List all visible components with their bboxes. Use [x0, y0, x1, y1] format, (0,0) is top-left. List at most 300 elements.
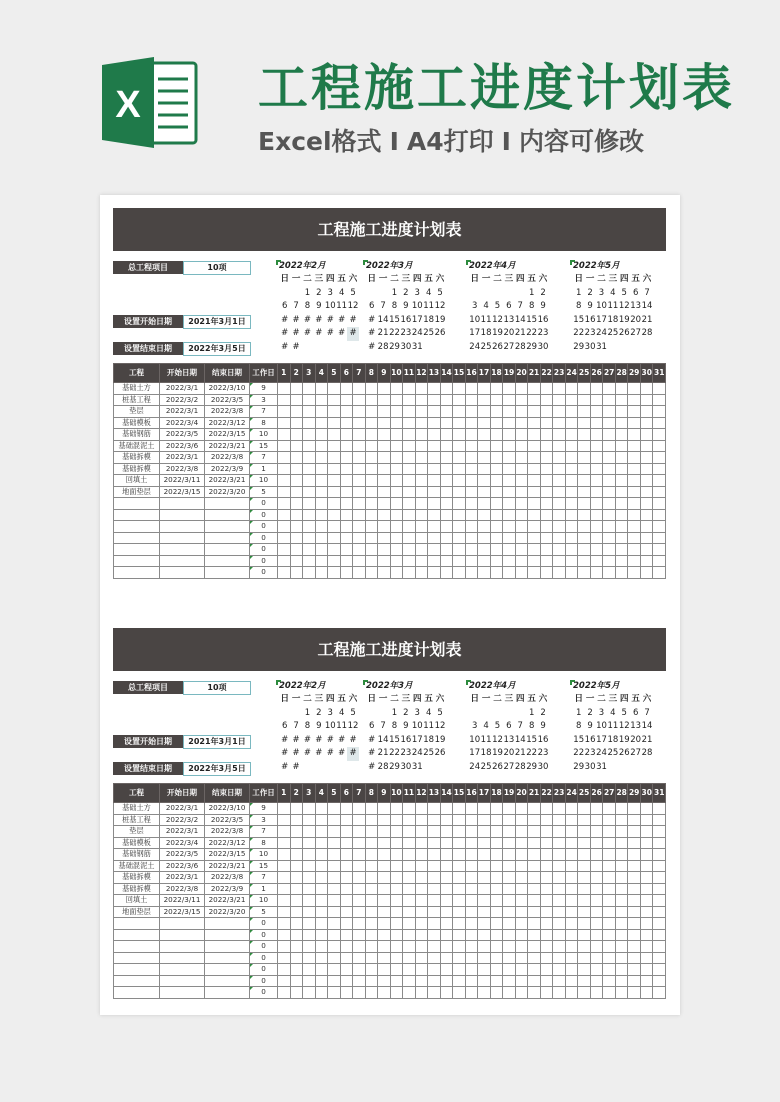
gantt-cell[interactable] [478, 803, 491, 815]
gantt-cell[interactable] [615, 509, 628, 521]
gantt-cell[interactable] [440, 987, 453, 999]
gantt-cell[interactable] [515, 849, 528, 861]
gantt-cell[interactable] [315, 814, 328, 826]
gantt-cell[interactable] [565, 486, 578, 498]
gantt-cell[interactable] [290, 406, 303, 418]
gantt-cell[interactable] [490, 895, 503, 907]
gantt-cell[interactable] [540, 826, 553, 838]
gantt-cell[interactable] [465, 975, 478, 987]
gantt-cell[interactable] [453, 383, 466, 395]
gantt-cell[interactable] [340, 521, 353, 533]
gantt-cell[interactable] [365, 952, 378, 964]
gantt-cell[interactable] [490, 814, 503, 826]
table-cell[interactable]: 0 [250, 498, 278, 510]
gantt-cell[interactable] [628, 803, 641, 815]
gantt-cell[interactable] [490, 394, 503, 406]
table-cell[interactable] [114, 555, 160, 567]
table-cell[interactable]: 10 [250, 895, 278, 907]
gantt-cell[interactable] [303, 906, 316, 918]
gantt-cell[interactable] [590, 452, 603, 464]
gantt-cell[interactable] [278, 452, 291, 464]
gantt-cell[interactable] [528, 417, 541, 429]
gantt-cell[interactable] [465, 486, 478, 498]
gantt-cell[interactable] [428, 486, 441, 498]
gantt-cell[interactable] [378, 406, 391, 418]
table-cell[interactable] [205, 975, 250, 987]
table-cell[interactable]: 8 [250, 837, 278, 849]
table-cell[interactable]: 0 [250, 509, 278, 521]
gantt-cell[interactable] [290, 486, 303, 498]
table-cell[interactable] [114, 567, 160, 579]
gantt-cell[interactable] [428, 452, 441, 464]
gantt-cell[interactable] [490, 475, 503, 487]
gantt-cell[interactable] [653, 486, 666, 498]
table-cell[interactable]: 2022/3/20 [205, 906, 250, 918]
gantt-cell[interactable] [478, 964, 491, 976]
table-cell[interactable]: 2022/3/4 [160, 837, 205, 849]
gantt-cell[interactable] [490, 463, 503, 475]
gantt-cell[interactable] [415, 532, 428, 544]
gantt-cell[interactable] [578, 883, 591, 895]
gantt-cell[interactable] [528, 895, 541, 907]
table-cell[interactable]: 2022/3/21 [205, 475, 250, 487]
table-cell[interactable] [205, 544, 250, 556]
gantt-cell[interactable] [628, 872, 641, 884]
gantt-cell[interactable] [603, 964, 616, 976]
gantt-cell[interactable] [453, 872, 466, 884]
gantt-cell[interactable] [440, 521, 453, 533]
gantt-cell[interactable] [403, 895, 416, 907]
gantt-cell[interactable] [303, 826, 316, 838]
gantt-cell[interactable] [315, 406, 328, 418]
gantt-cell[interactable] [553, 429, 566, 441]
gantt-cell[interactable] [503, 883, 516, 895]
gantt-cell[interactable] [478, 872, 491, 884]
gantt-cell[interactable] [290, 463, 303, 475]
gantt-cell[interactable] [478, 452, 491, 464]
gantt-cell[interactable] [540, 964, 553, 976]
gantt-cell[interactable] [653, 952, 666, 964]
table-cell[interactable]: 3 [250, 814, 278, 826]
gantt-cell[interactable] [503, 475, 516, 487]
gantt-cell[interactable] [653, 463, 666, 475]
gantt-cell[interactable] [490, 826, 503, 838]
gantt-cell[interactable] [403, 837, 416, 849]
gantt-cell[interactable] [353, 918, 366, 930]
gantt-cell[interactable] [353, 406, 366, 418]
table-cell[interactable]: 0 [250, 929, 278, 941]
gantt-cell[interactable] [640, 567, 653, 579]
gantt-cell[interactable] [615, 803, 628, 815]
gantt-cell[interactable] [328, 987, 341, 999]
gantt-cell[interactable] [428, 521, 441, 533]
table-cell[interactable]: 2022/3/5 [160, 429, 205, 441]
gantt-cell[interactable] [290, 952, 303, 964]
gantt-cell[interactable] [640, 486, 653, 498]
gantt-cell[interactable] [528, 406, 541, 418]
gantt-cell[interactable] [565, 429, 578, 441]
gantt-cell[interactable] [378, 429, 391, 441]
gantt-cell[interactable] [390, 486, 403, 498]
gantt-cell[interactable] [290, 941, 303, 953]
gantt-cell[interactable] [440, 394, 453, 406]
table-cell[interactable]: 2022/3/1 [160, 803, 205, 815]
gantt-cell[interactable] [315, 440, 328, 452]
gantt-cell[interactable] [590, 475, 603, 487]
gantt-cell[interactable] [278, 803, 291, 815]
gantt-cell[interactable] [565, 532, 578, 544]
gantt-cell[interactable] [578, 406, 591, 418]
gantt-cell[interactable] [603, 486, 616, 498]
gantt-cell[interactable] [315, 883, 328, 895]
gantt-cell[interactable] [578, 906, 591, 918]
gantt-cell[interactable] [565, 394, 578, 406]
gantt-cell[interactable] [290, 429, 303, 441]
gantt-cell[interactable] [353, 486, 366, 498]
gantt-cell[interactable] [415, 860, 428, 872]
gantt-cell[interactable] [378, 394, 391, 406]
gantt-cell[interactable] [365, 895, 378, 907]
gantt-cell[interactable] [628, 417, 641, 429]
gantt-cell[interactable] [653, 394, 666, 406]
gantt-cell[interactable] [628, 463, 641, 475]
gantt-cell[interactable] [353, 429, 366, 441]
gantt-cell[interactable] [365, 452, 378, 464]
gantt-cell[interactable] [653, 918, 666, 930]
gantt-cell[interactable] [353, 987, 366, 999]
gantt-cell[interactable] [315, 463, 328, 475]
gantt-cell[interactable] [315, 918, 328, 930]
gantt-cell[interactable] [378, 452, 391, 464]
gantt-cell[interactable] [478, 532, 491, 544]
gantt-cell[interactable] [590, 883, 603, 895]
gantt-cell[interactable] [628, 394, 641, 406]
gantt-cell[interactable] [278, 463, 291, 475]
gantt-cell[interactable] [603, 544, 616, 556]
gantt-cell[interactable] [365, 383, 378, 395]
gantt-cell[interactable] [628, 544, 641, 556]
gantt-cell[interactable] [540, 837, 553, 849]
gantt-cell[interactable] [653, 417, 666, 429]
gantt-cell[interactable] [465, 452, 478, 464]
gantt-cell[interactable] [440, 417, 453, 429]
gantt-cell[interactable] [465, 532, 478, 544]
gantt-cell[interactable] [478, 883, 491, 895]
table-cell[interactable] [114, 964, 160, 976]
gantt-cell[interactable] [278, 417, 291, 429]
gantt-cell[interactable] [465, 521, 478, 533]
table-cell[interactable]: 基础土方 [114, 383, 160, 395]
table-cell[interactable]: 2022/3/11 [160, 475, 205, 487]
gantt-cell[interactable] [303, 987, 316, 999]
gantt-cell[interactable] [603, 826, 616, 838]
gantt-cell[interactable] [315, 872, 328, 884]
gantt-cell[interactable] [553, 941, 566, 953]
gantt-cell[interactable] [428, 941, 441, 953]
table-cell[interactable]: 基础拆模 [114, 452, 160, 464]
gantt-cell[interactable] [278, 872, 291, 884]
gantt-cell[interactable] [490, 975, 503, 987]
gantt-cell[interactable] [490, 929, 503, 941]
gantt-cell[interactable] [603, 498, 616, 510]
gantt-cell[interactable] [603, 895, 616, 907]
gantt-cell[interactable] [465, 906, 478, 918]
gantt-cell[interactable] [653, 509, 666, 521]
gantt-cell[interactable] [540, 417, 553, 429]
gantt-cell[interactable] [328, 918, 341, 930]
gantt-cell[interactable] [490, 837, 503, 849]
gantt-cell[interactable] [528, 952, 541, 964]
gantt-cell[interactable] [565, 826, 578, 838]
gantt-cell[interactable] [553, 814, 566, 826]
gantt-cell[interactable] [465, 509, 478, 521]
gantt-cell[interactable] [353, 521, 366, 533]
gantt-cell[interactable] [340, 906, 353, 918]
gantt-cell[interactable] [628, 964, 641, 976]
gantt-cell[interactable] [553, 826, 566, 838]
table-cell[interactable]: 15 [250, 440, 278, 452]
gantt-cell[interactable] [615, 429, 628, 441]
gantt-cell[interactable] [578, 814, 591, 826]
gantt-cell[interactable] [503, 849, 516, 861]
gantt-cell[interactable] [415, 975, 428, 987]
gantt-cell[interactable] [628, 521, 641, 533]
gantt-cell[interactable] [353, 826, 366, 838]
gantt-cell[interactable] [453, 952, 466, 964]
gantt-cell[interactable] [365, 941, 378, 953]
gantt-cell[interactable] [453, 849, 466, 861]
gantt-cell[interactable] [340, 803, 353, 815]
gantt-cell[interactable] [578, 918, 591, 930]
gantt-cell[interactable] [540, 987, 553, 999]
gantt-cell[interactable] [328, 463, 341, 475]
gantt-cell[interactable] [503, 498, 516, 510]
gantt-cell[interactable] [353, 929, 366, 941]
gantt-cell[interactable] [528, 486, 541, 498]
gantt-cell[interactable] [503, 406, 516, 418]
table-cell[interactable]: 2022/3/15 [160, 486, 205, 498]
gantt-cell[interactable] [390, 383, 403, 395]
gantt-cell[interactable] [615, 975, 628, 987]
gantt-cell[interactable] [303, 964, 316, 976]
table-cell[interactable] [114, 941, 160, 953]
gantt-cell[interactable] [365, 918, 378, 930]
gantt-cell[interactable] [540, 463, 553, 475]
table-cell[interactable]: 2022/3/8 [205, 452, 250, 464]
gantt-cell[interactable] [528, 440, 541, 452]
gantt-cell[interactable] [353, 498, 366, 510]
gantt-cell[interactable] [490, 429, 503, 441]
gantt-cell[interactable] [403, 826, 416, 838]
gantt-cell[interactable] [403, 521, 416, 533]
gantt-cell[interactable] [578, 555, 591, 567]
gantt-cell[interactable] [465, 895, 478, 907]
gantt-cell[interactable] [515, 544, 528, 556]
gantt-cell[interactable] [615, 452, 628, 464]
gantt-cell[interactable] [603, 555, 616, 567]
gantt-cell[interactable] [478, 429, 491, 441]
gantt-cell[interactable] [328, 452, 341, 464]
gantt-cell[interactable] [465, 964, 478, 976]
gantt-cell[interactable] [565, 452, 578, 464]
gantt-cell[interactable] [465, 952, 478, 964]
gantt-cell[interactable] [290, 417, 303, 429]
gantt-cell[interactable] [515, 440, 528, 452]
gantt-cell[interactable] [315, 452, 328, 464]
gantt-cell[interactable] [540, 440, 553, 452]
gantt-cell[interactable] [303, 417, 316, 429]
gantt-cell[interactable] [478, 463, 491, 475]
gantt-cell[interactable] [565, 567, 578, 579]
table-cell[interactable]: 0 [250, 964, 278, 976]
info-value[interactable]: 2021年3月1日 [183, 735, 251, 749]
gantt-cell[interactable] [403, 872, 416, 884]
gantt-cell[interactable] [528, 475, 541, 487]
gantt-cell[interactable] [303, 394, 316, 406]
gantt-cell[interactable] [378, 521, 391, 533]
gantt-cell[interactable] [390, 498, 403, 510]
gantt-cell[interactable] [290, 826, 303, 838]
gantt-cell[interactable] [628, 555, 641, 567]
gantt-cell[interactable] [578, 440, 591, 452]
gantt-cell[interactable] [590, 918, 603, 930]
gantt-cell[interactable] [628, 406, 641, 418]
gantt-cell[interactable] [478, 383, 491, 395]
gantt-cell[interactable] [328, 872, 341, 884]
gantt-cell[interactable] [590, 383, 603, 395]
gantt-cell[interactable] [515, 417, 528, 429]
gantt-cell[interactable] [415, 429, 428, 441]
table-cell[interactable] [114, 532, 160, 544]
gantt-cell[interactable] [653, 895, 666, 907]
gantt-cell[interactable] [278, 498, 291, 510]
gantt-cell[interactable] [628, 906, 641, 918]
gantt-cell[interactable] [353, 394, 366, 406]
gantt-cell[interactable] [290, 918, 303, 930]
gantt-cell[interactable] [540, 394, 553, 406]
gantt-cell[interactable] [603, 906, 616, 918]
gantt-cell[interactable] [390, 826, 403, 838]
gantt-cell[interactable] [640, 521, 653, 533]
gantt-cell[interactable] [315, 987, 328, 999]
gantt-cell[interactable] [503, 429, 516, 441]
gantt-cell[interactable] [278, 952, 291, 964]
table-cell[interactable]: 2022/3/11 [160, 895, 205, 907]
gantt-cell[interactable] [653, 964, 666, 976]
gantt-cell[interactable] [490, 918, 503, 930]
gantt-cell[interactable] [590, 964, 603, 976]
gantt-cell[interactable] [653, 429, 666, 441]
gantt-cell[interactable] [653, 803, 666, 815]
gantt-cell[interactable] [565, 417, 578, 429]
gantt-cell[interactable] [415, 814, 428, 826]
gantt-cell[interactable] [378, 509, 391, 521]
gantt-cell[interactable] [315, 429, 328, 441]
gantt-cell[interactable] [578, 486, 591, 498]
gantt-cell[interactable] [528, 383, 541, 395]
gantt-cell[interactable] [515, 429, 528, 441]
gantt-cell[interactable] [290, 567, 303, 579]
gantt-cell[interactable] [553, 452, 566, 464]
gantt-cell[interactable] [528, 452, 541, 464]
gantt-cell[interactable] [565, 849, 578, 861]
gantt-cell[interactable] [303, 521, 316, 533]
gantt-cell[interactable] [640, 555, 653, 567]
gantt-cell[interactable] [503, 906, 516, 918]
table-cell[interactable]: 2022/3/5 [205, 814, 250, 826]
table-cell[interactable] [160, 521, 205, 533]
gantt-cell[interactable] [278, 509, 291, 521]
table-cell[interactable]: 10 [250, 849, 278, 861]
gantt-cell[interactable] [403, 860, 416, 872]
table-cell[interactable]: 9 [250, 383, 278, 395]
gantt-cell[interactable] [415, 544, 428, 556]
table-cell[interactable]: 基础拆模 [114, 883, 160, 895]
gantt-cell[interactable] [590, 849, 603, 861]
gantt-cell[interactable] [278, 929, 291, 941]
gantt-cell[interactable] [540, 567, 553, 579]
gantt-cell[interactable] [353, 417, 366, 429]
gantt-cell[interactable] [465, 837, 478, 849]
gantt-cell[interactable] [378, 929, 391, 941]
gantt-cell[interactable] [490, 417, 503, 429]
gantt-cell[interactable] [378, 498, 391, 510]
gantt-cell[interactable] [590, 826, 603, 838]
gantt-cell[interactable] [628, 883, 641, 895]
gantt-cell[interactable] [478, 417, 491, 429]
gantt-cell[interactable] [303, 929, 316, 941]
gantt-cell[interactable] [365, 544, 378, 556]
gantt-cell[interactable] [340, 883, 353, 895]
table-cell[interactable] [160, 918, 205, 930]
gantt-cell[interactable] [428, 849, 441, 861]
gantt-cell[interactable] [428, 975, 441, 987]
table-cell[interactable]: 基础钢筋 [114, 849, 160, 861]
gantt-cell[interactable] [653, 837, 666, 849]
gantt-cell[interactable] [478, 544, 491, 556]
gantt-cell[interactable] [503, 814, 516, 826]
gantt-cell[interactable] [290, 906, 303, 918]
gantt-cell[interactable] [540, 429, 553, 441]
gantt-cell[interactable] [653, 544, 666, 556]
gantt-cell[interactable] [503, 895, 516, 907]
table-cell[interactable]: 2022/3/8 [205, 826, 250, 838]
gantt-cell[interactable] [353, 906, 366, 918]
gantt-cell[interactable] [440, 952, 453, 964]
gantt-cell[interactable] [303, 498, 316, 510]
gantt-cell[interactable] [553, 803, 566, 815]
gantt-cell[interactable] [540, 952, 553, 964]
gantt-cell[interactable] [415, 849, 428, 861]
gantt-cell[interactable] [278, 429, 291, 441]
gantt-cell[interactable] [565, 803, 578, 815]
gantt-cell[interactable] [428, 532, 441, 544]
info-value[interactable]: 2021年3月1日 [183, 315, 251, 329]
gantt-cell[interactable] [303, 429, 316, 441]
gantt-cell[interactable] [403, 941, 416, 953]
gantt-cell[interactable] [328, 394, 341, 406]
table-cell[interactable]: 2022/3/1 [160, 452, 205, 464]
gantt-cell[interactable] [565, 521, 578, 533]
gantt-cell[interactable] [503, 952, 516, 964]
gantt-cell[interactable] [615, 567, 628, 579]
gantt-cell[interactable] [303, 475, 316, 487]
gantt-cell[interactable] [553, 521, 566, 533]
gantt-cell[interactable] [478, 814, 491, 826]
gantt-cell[interactable] [315, 555, 328, 567]
table-cell[interactable]: 2022/3/12 [205, 837, 250, 849]
gantt-cell[interactable] [515, 486, 528, 498]
